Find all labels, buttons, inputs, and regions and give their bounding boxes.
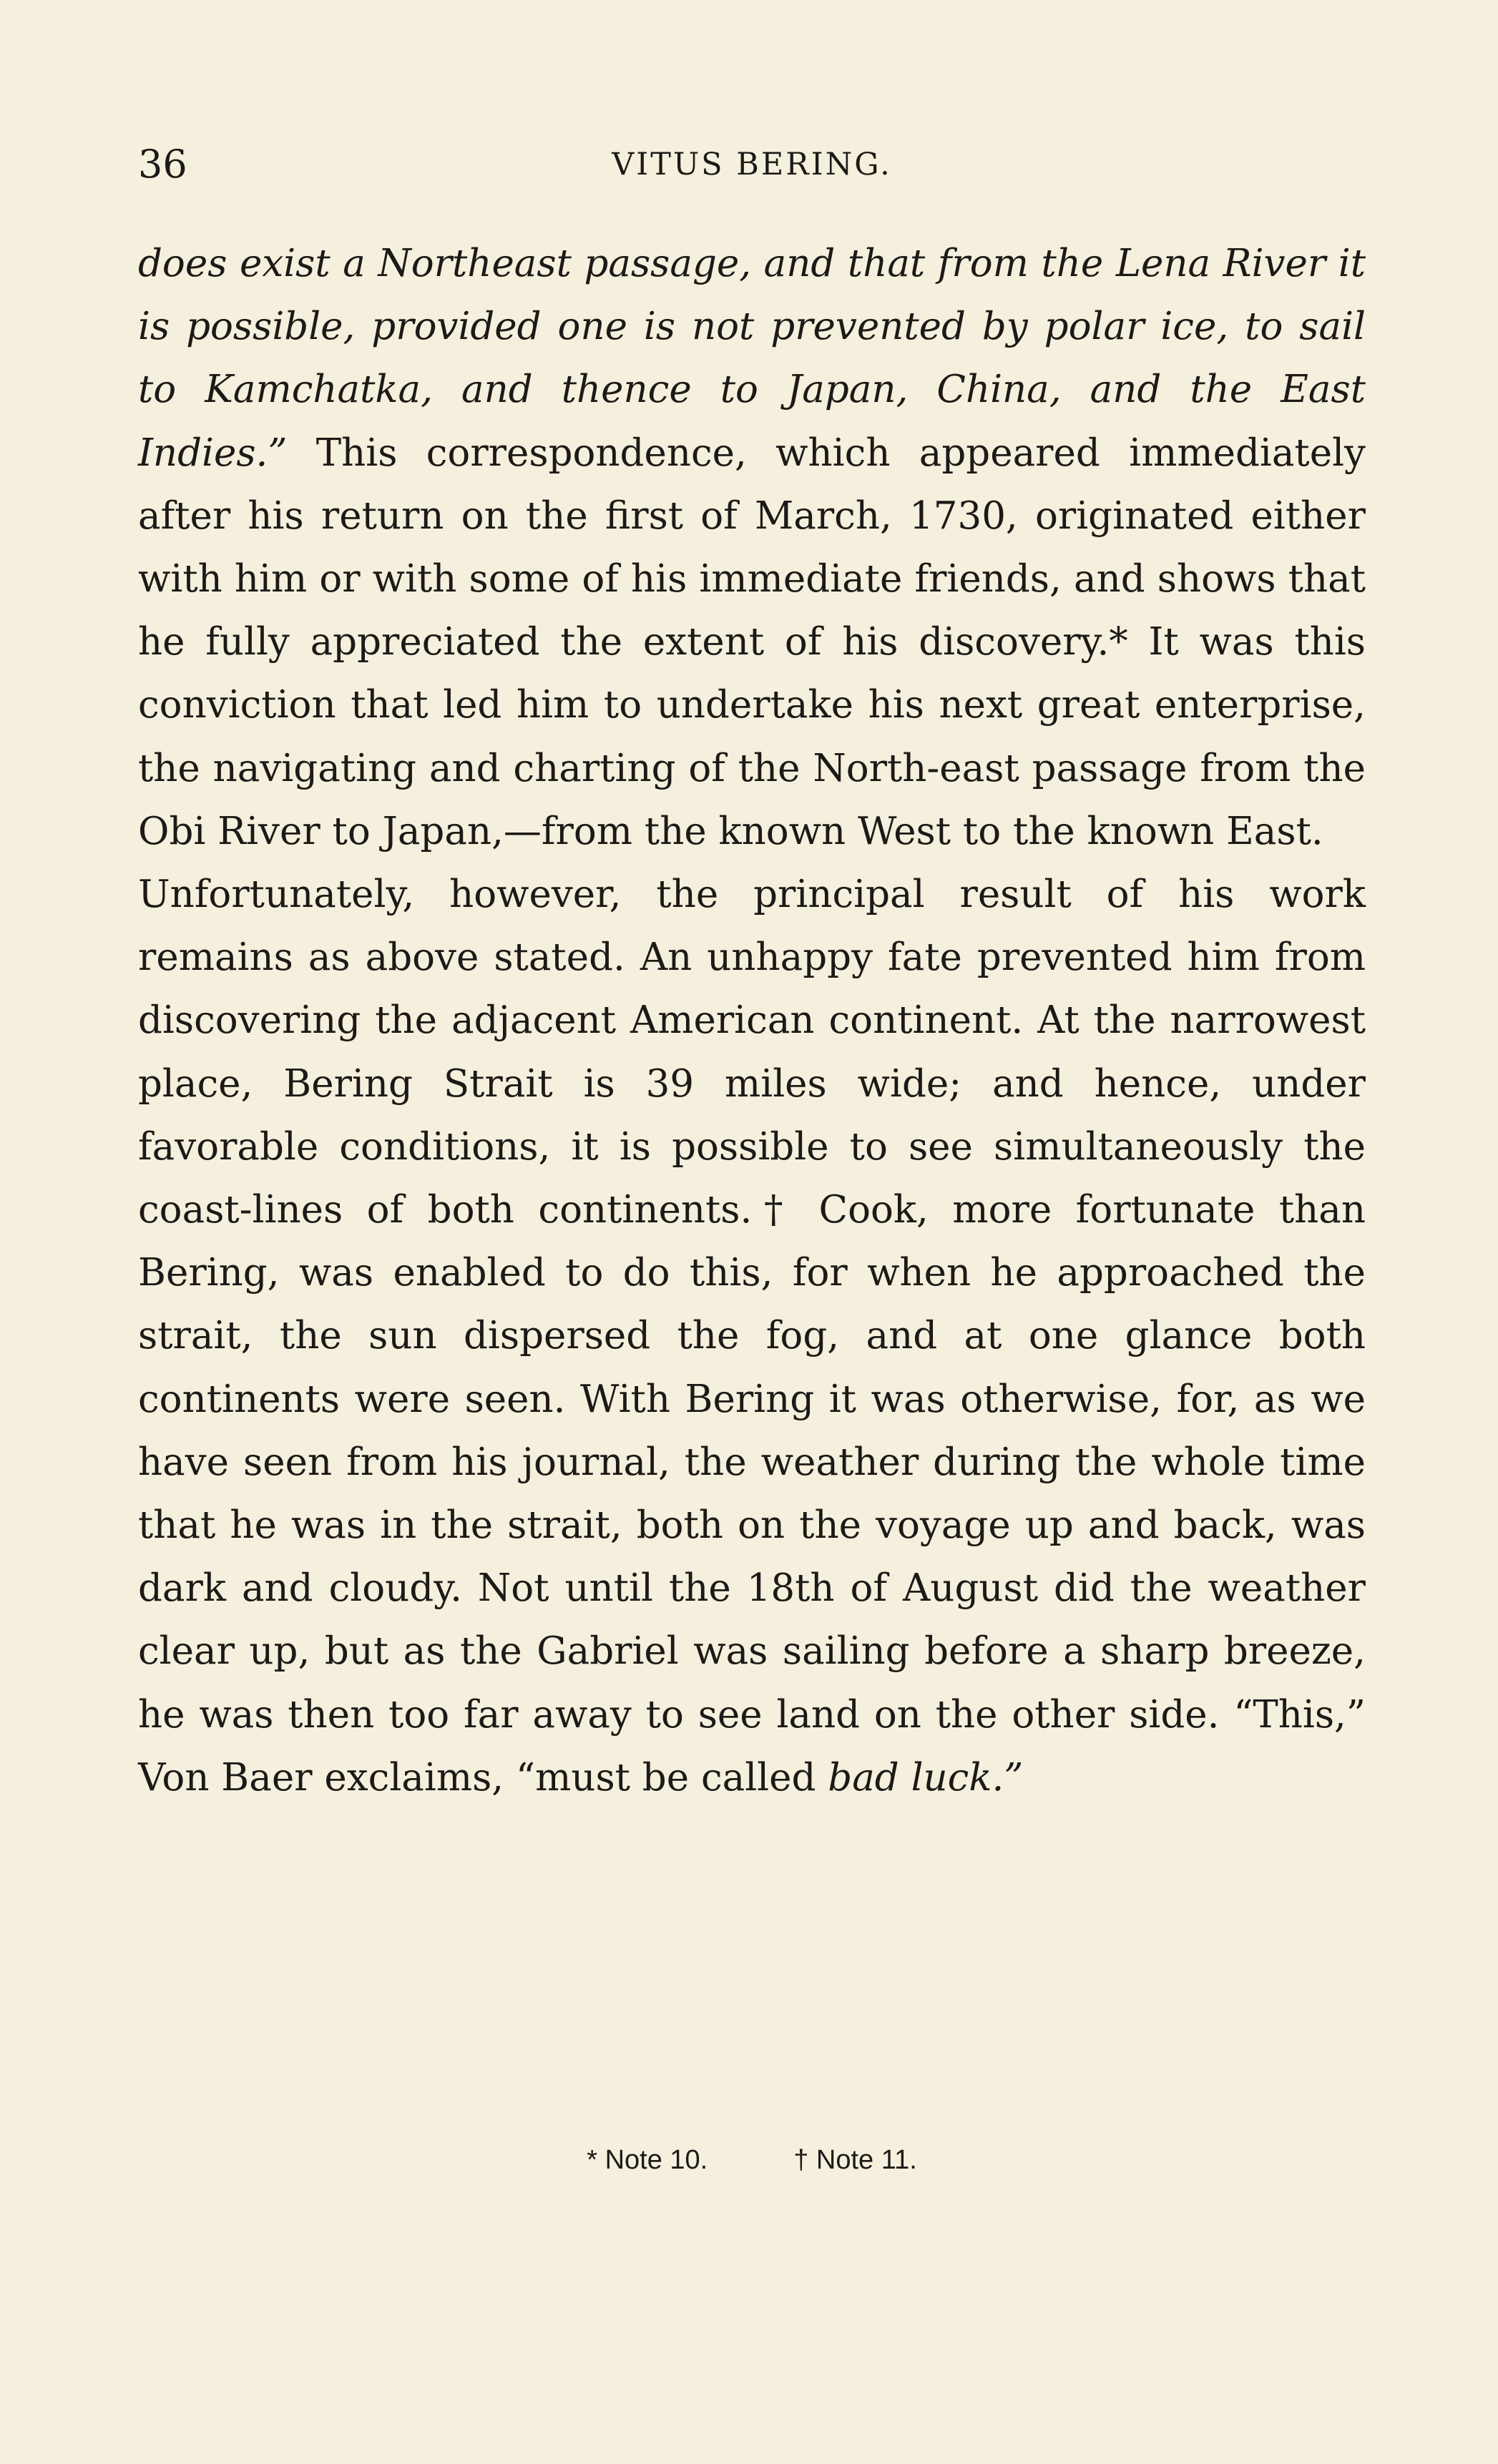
footnote-2: † Note 11. (793, 2145, 917, 2175)
paragraph-2-italic-end: bad luck.” (828, 1755, 1024, 1800)
footnote-1: * Note 10. (587, 2145, 708, 2175)
quoted-passage: does exist a Northeast passage, and that from the Lena River it is possible, provided one is not prevented by polar ice, to sail to Kamchatka, and thence to Japan, China, and the East Indies.” (138, 242, 1366, 475)
running-title: VITUS BERING. (612, 147, 892, 182)
paragraph-2 (138, 863, 1366, 1810)
footnotes (138, 2139, 1366, 2181)
paragraph-1 (138, 232, 1366, 863)
paragraph-1-text: This correspondence, which appeared immediately after his return on the first of March, 1730, originated either with him or with some of his immediate friends, and shows that he fully appreciated the extent of his discovery.* It was this conviction that led him to undertake his next great enterprise, the navigating and charting of the North-east passage from the Obi River to Japan,—from the known West to the known East. (138, 431, 1366, 853)
page-number: 36 (138, 142, 187, 187)
paragraph-2-text: Unfortunately, however, the principal result of his work remains as above stated. An unhappy fate prevented him from discovering the adjacent American continent. At the narrowest place, Bering Strait is 39 miles wide; and hence, under favorable conditions, it is possible to see simultaneously the coast-lines of both continents.† Cook, more fortunate than Bering, was enabled to do this, for when he approached the strait, the sun dispersed the fog, and at one glance both continents were seen. With Bering it was otherwise, for, as we have seen from his journal, the weather during the whole time that he was in the strait, both on the voyage up and back, was dark and cloudy. Not until the 18th of August did the weather clear up, but as the Gabriel was sailing before a sharp breeze, he was then too far away to see land on the other side. “This,” Von Baer exclaims, “must be called (138, 873, 1366, 1800)
body-text (138, 232, 1366, 1810)
page-header (138, 136, 1366, 193)
